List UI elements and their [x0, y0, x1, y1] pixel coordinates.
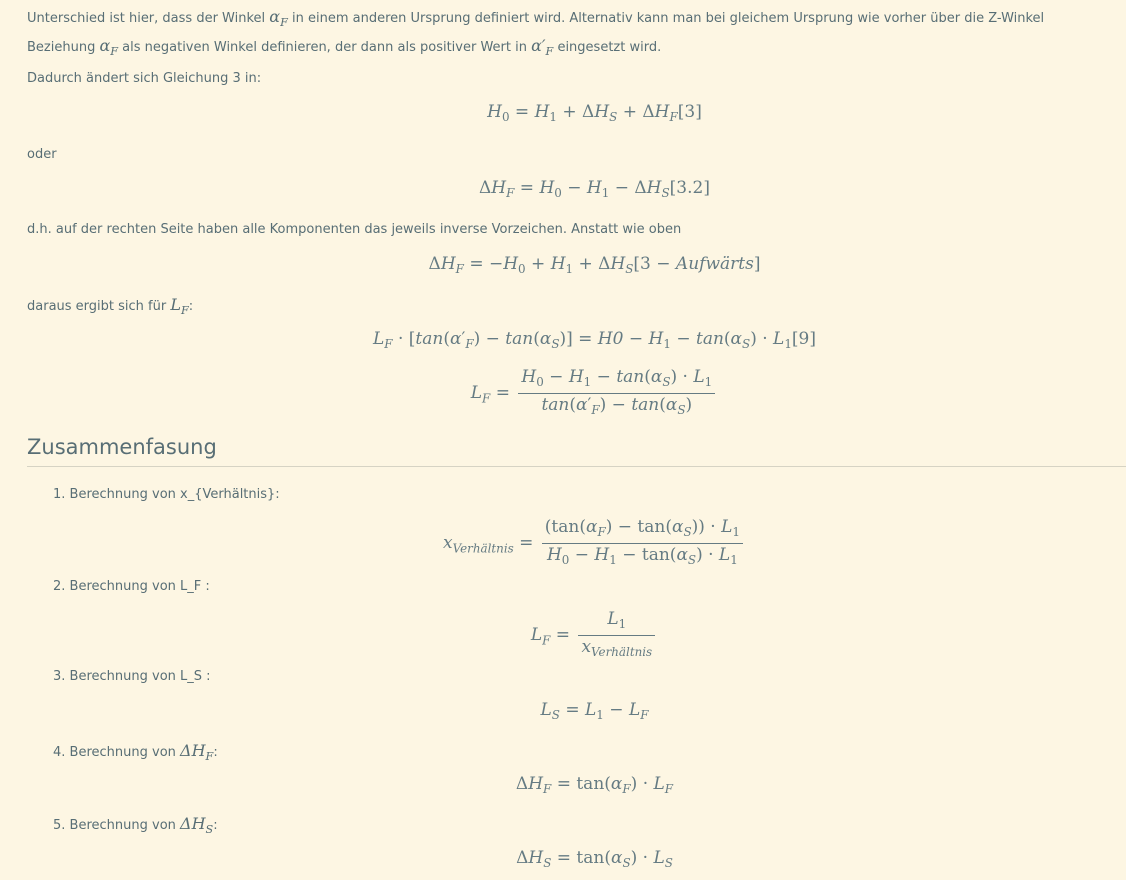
colon: : [213, 818, 218, 833]
equation-3: $H_0 = H_1 + \Delta H_S + \Delta H_F[3]$ [487, 102, 702, 125]
math-alpha-f-prime: $\alpha'_F$ [531, 35, 554, 58]
item-number: 4. [53, 745, 66, 760]
equation-9: $L_F \cdot [\tan(\alpha'_F) - \tan(\alpha_S)] = H0 - H_1 - \tan(\alpha_S) \cdot L_1[9]$ [372, 329, 816, 352]
summary-heading: Zusammenfasung [27, 435, 217, 459]
equation-change-intro: Dadurch ändert sich Gleichung 3 in: [27, 71, 262, 86]
item-number: 5. [53, 818, 66, 833]
subscript-verhaeltnis: Verhältnis [591, 645, 653, 660]
intro-text-2: in einem anderen Ursprung definiert wird. Alternativ kann man bei gleichem Ursprung wie vorher über die Z-Winkel Beziehung [27, 11, 1045, 55]
equation-l-s: $L_S = L_1 - L_F$ [540, 700, 649, 723]
heading-divider [27, 466, 1126, 467]
equation-3-2: $\Delta H_F = H_0 - H_1 - \Delta H_S[3.2]$ [479, 178, 710, 201]
item-label: Berechnung von L_F : [69, 579, 210, 594]
math-delta-h-f: $\Delta H_F$ [180, 741, 214, 763]
equation-tag: [3] [677, 102, 702, 122]
item-number: 2. [53, 579, 66, 594]
intro-text-4: eingesetzt wird. [553, 39, 662, 55]
math-delta-h-s: $\Delta H_S$ [180, 814, 214, 836]
item-label: Berechnung von [69, 745, 181, 760]
equation-3-aufwaerts: $\Delta H_F = -H_0 + H_1 + \Delta H_S[3$ − Aufwärts] [428, 254, 761, 277]
fraction: $\frac{H_0 - H_1 - \tan(\alpha_S) \cdot L_1}{\tan(\alpha'_F) - \tan(\alpha_S)}$ [518, 366, 715, 421]
equation-tag-open: [3 − [633, 254, 676, 274]
colon: : [213, 745, 218, 760]
summary-item-4 [53, 741, 218, 767]
colon: : [188, 299, 194, 314]
math-alpha-f: $\alpha_F$ [99, 35, 119, 58]
result-intro-text: daraus ergibt sich für [27, 299, 171, 314]
subscript-verhaeltnis: Verhältnis [452, 541, 514, 556]
item-label: Berechnung von x_{Verhältnis}: [69, 487, 280, 502]
equation-tag-close: ] [753, 254, 761, 274]
fraction: $\frac{(\tan(\alpha_F) - \tan(\alpha_S)) \cdot L_1}{H_0 - H_1 - \tan(\alpha_S) \cdot L_1}$ [542, 516, 743, 571]
math-alpha-f: $\alpha_F$ [269, 7, 288, 29]
equation-tag-word: Aufwärts [675, 254, 754, 274]
equation-tag: [3.2] [669, 178, 710, 198]
oder-text: oder [27, 147, 57, 162]
item-number: 3. [53, 669, 66, 684]
summary-item-1 [53, 485, 280, 505]
equation-tag: [9] [791, 329, 816, 349]
item-label: Berechnung von L_S : [69, 669, 211, 684]
item-number: 1. [53, 487, 66, 502]
summary-item-2 [53, 577, 210, 597]
sign-note-paragraph: d.h. auf der rechten Seite haben alle Komponenten das jeweils inverse Vorzeichen. Anstatt wie oben [27, 222, 682, 237]
equation-l-f-fraction: $L_F$ = $\frac{H_0 - H_1 - \tan(\alpha_S) \cdot L_1}{\tan(\alpha'_F) - \tan(\alpha_S)}$ [0, 366, 1126, 421]
equation-x-verhaeltnis: $x_{Verhältnis}$ = $\frac{(\tan(\alpha_F) - \tan(\alpha_S)) \cdot L_1}{H_0 - H_1 - \tan(\alpha_S) \cdot L_1}$ [0, 516, 1126, 571]
equation-l-f: $L_F$ = $\frac{L_1}{x_{Verhältnis}}$ [0, 608, 1126, 663]
math-l-f: $L_F$ [170, 295, 189, 317]
fraction: $\frac{L_1}{x_{Verhältnis}}$ [578, 608, 655, 663]
item-label: Berechnung von [69, 818, 181, 833]
equation-delta-h-s: $\Delta H_S = \tan(\alpha_S) \cdot L_S$ [516, 848, 673, 871]
h0-literal: H0 [597, 329, 624, 349]
summary-item-5 [53, 814, 218, 840]
equation-delta-h-f: $\Delta H_F = \tan(\alpha_F) \cdot L_F$ [515, 774, 674, 797]
intro-paragraph [27, 5, 1112, 63]
intro-text-3: als negativen Winkel definieren, der dann als positiver Wert in [118, 39, 532, 55]
result-intro-paragraph [27, 293, 1112, 322]
summary-item-3 [53, 667, 211, 687]
intro-text-1: Unterschied ist hier, dass der Winkel [27, 11, 270, 26]
